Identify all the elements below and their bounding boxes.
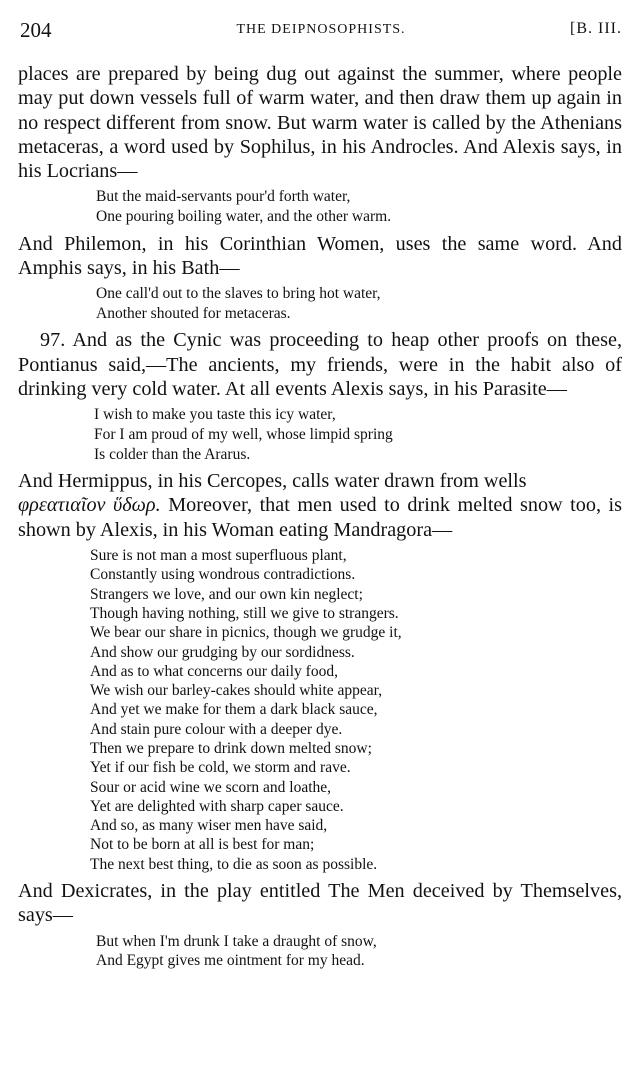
verse-line: And stain pure colour with a deeper dye.: [90, 720, 343, 738]
verse-locrians: [96, 187, 622, 226]
verse-line: Strangers we love, and our own kin neglect;: [90, 585, 363, 603]
verse-line: Then we prepare to drink down melted snow;: [90, 739, 372, 757]
verse-line: One pouring boiling water, and the other warm.: [96, 208, 392, 226]
verse-line: And as to what concerns our daily food,: [90, 662, 338, 680]
verse-line: Though having nothing, still we give to strangers.: [90, 604, 399, 622]
verse-line: The next best thing, to die as soon as possible.: [90, 855, 378, 873]
book-marker: [B. III.: [570, 20, 622, 37]
verse-line: One call'd out to the slaves to bring hot water,: [96, 285, 381, 303]
page-body: [18, 62, 622, 976]
verse-line: And show our grudging by our sordidness.: [90, 643, 355, 661]
paragraph-5: And Dexicrates, in the play entitled The Men deceived by Themselves, says—: [18, 880, 622, 927]
verse-line: Not to be born at all is best for man;: [90, 836, 315, 854]
running-title: THE DEIPNOSOPHISTS.: [236, 22, 406, 37]
paragraph-1: places are prepared by being dug out against the summer, where people may put down vessels full of warm water, and then draw them up again in no respect different from snow. But warm water is called by the Athenians metaceras, a word used by Sophilus, in his Androcles. And Alexis says, in his Locrians—: [18, 63, 622, 183]
verse-line: And yet we make for them a dark black sauce,: [90, 701, 378, 719]
running-header: [18, 18, 624, 48]
verse-line: For I am proud of my well, whose limpid spring: [94, 425, 393, 443]
verse-dexicrates: [96, 932, 622, 971]
verse-line: And Egypt gives me ointment for my head.: [96, 952, 365, 970]
verse-line: We wish our barley-cakes should white appear,: [90, 682, 383, 700]
paragraph-4-text-a: And Hermippus, in his Cercopes, calls water drawn from wells: [18, 470, 527, 493]
paragraph-4: [18, 469, 622, 542]
verse-line: Sour or acid wine we scorn and loathe,: [90, 778, 332, 796]
verse-line: Is colder than the Ararus.: [94, 445, 251, 463]
page-number: 204: [20, 18, 52, 42]
verse-parasite: [94, 405, 622, 464]
verse-line: But the maid-servants pour'd forth water,: [96, 188, 351, 206]
verse-line: Sure is not man a most superfluous plant,: [90, 547, 347, 565]
paragraph-3: 97. And as the Cynic was proceeding to heap other proofs on these, Pontianus said,—The ancients, my friends, were in the habit also of drinking very cold water. At all events Alexis says, in his Parasite—: [18, 329, 622, 401]
verse-bath: [96, 284, 622, 323]
paragraph-4-text-b: Moreover, that men used to drink melted snow too, is shown by Alexis, in his Woman eating Mandragora—: [18, 494, 622, 541]
greek-phrase: φρεατιαῖον ὕδωρ.: [18, 494, 161, 517]
verse-mandragora: [90, 546, 622, 874]
verse-line: And so, as many wiser men have said,: [90, 817, 328, 835]
verse-line: Yet if our fish be cold, we storm and rave.: [90, 759, 351, 777]
verse-line: Yet are delighted with sharp caper sauce.: [90, 797, 344, 815]
verse-line: Another shouted for metaceras.: [96, 304, 291, 322]
verse-line: We bear our share in picnics, though we grudge it,: [90, 624, 402, 642]
verse-line: But when I'm drunk I take a draught of snow,: [96, 932, 377, 950]
verse-line: Constantly using wondrous contradictions.: [90, 566, 356, 584]
paragraph-2: And Philemon, in his Corinthian Women, uses the same word. And Amphis says, in his Bath—: [18, 232, 622, 279]
verse-line: I wish to make you taste this icy water,: [94, 406, 336, 424]
